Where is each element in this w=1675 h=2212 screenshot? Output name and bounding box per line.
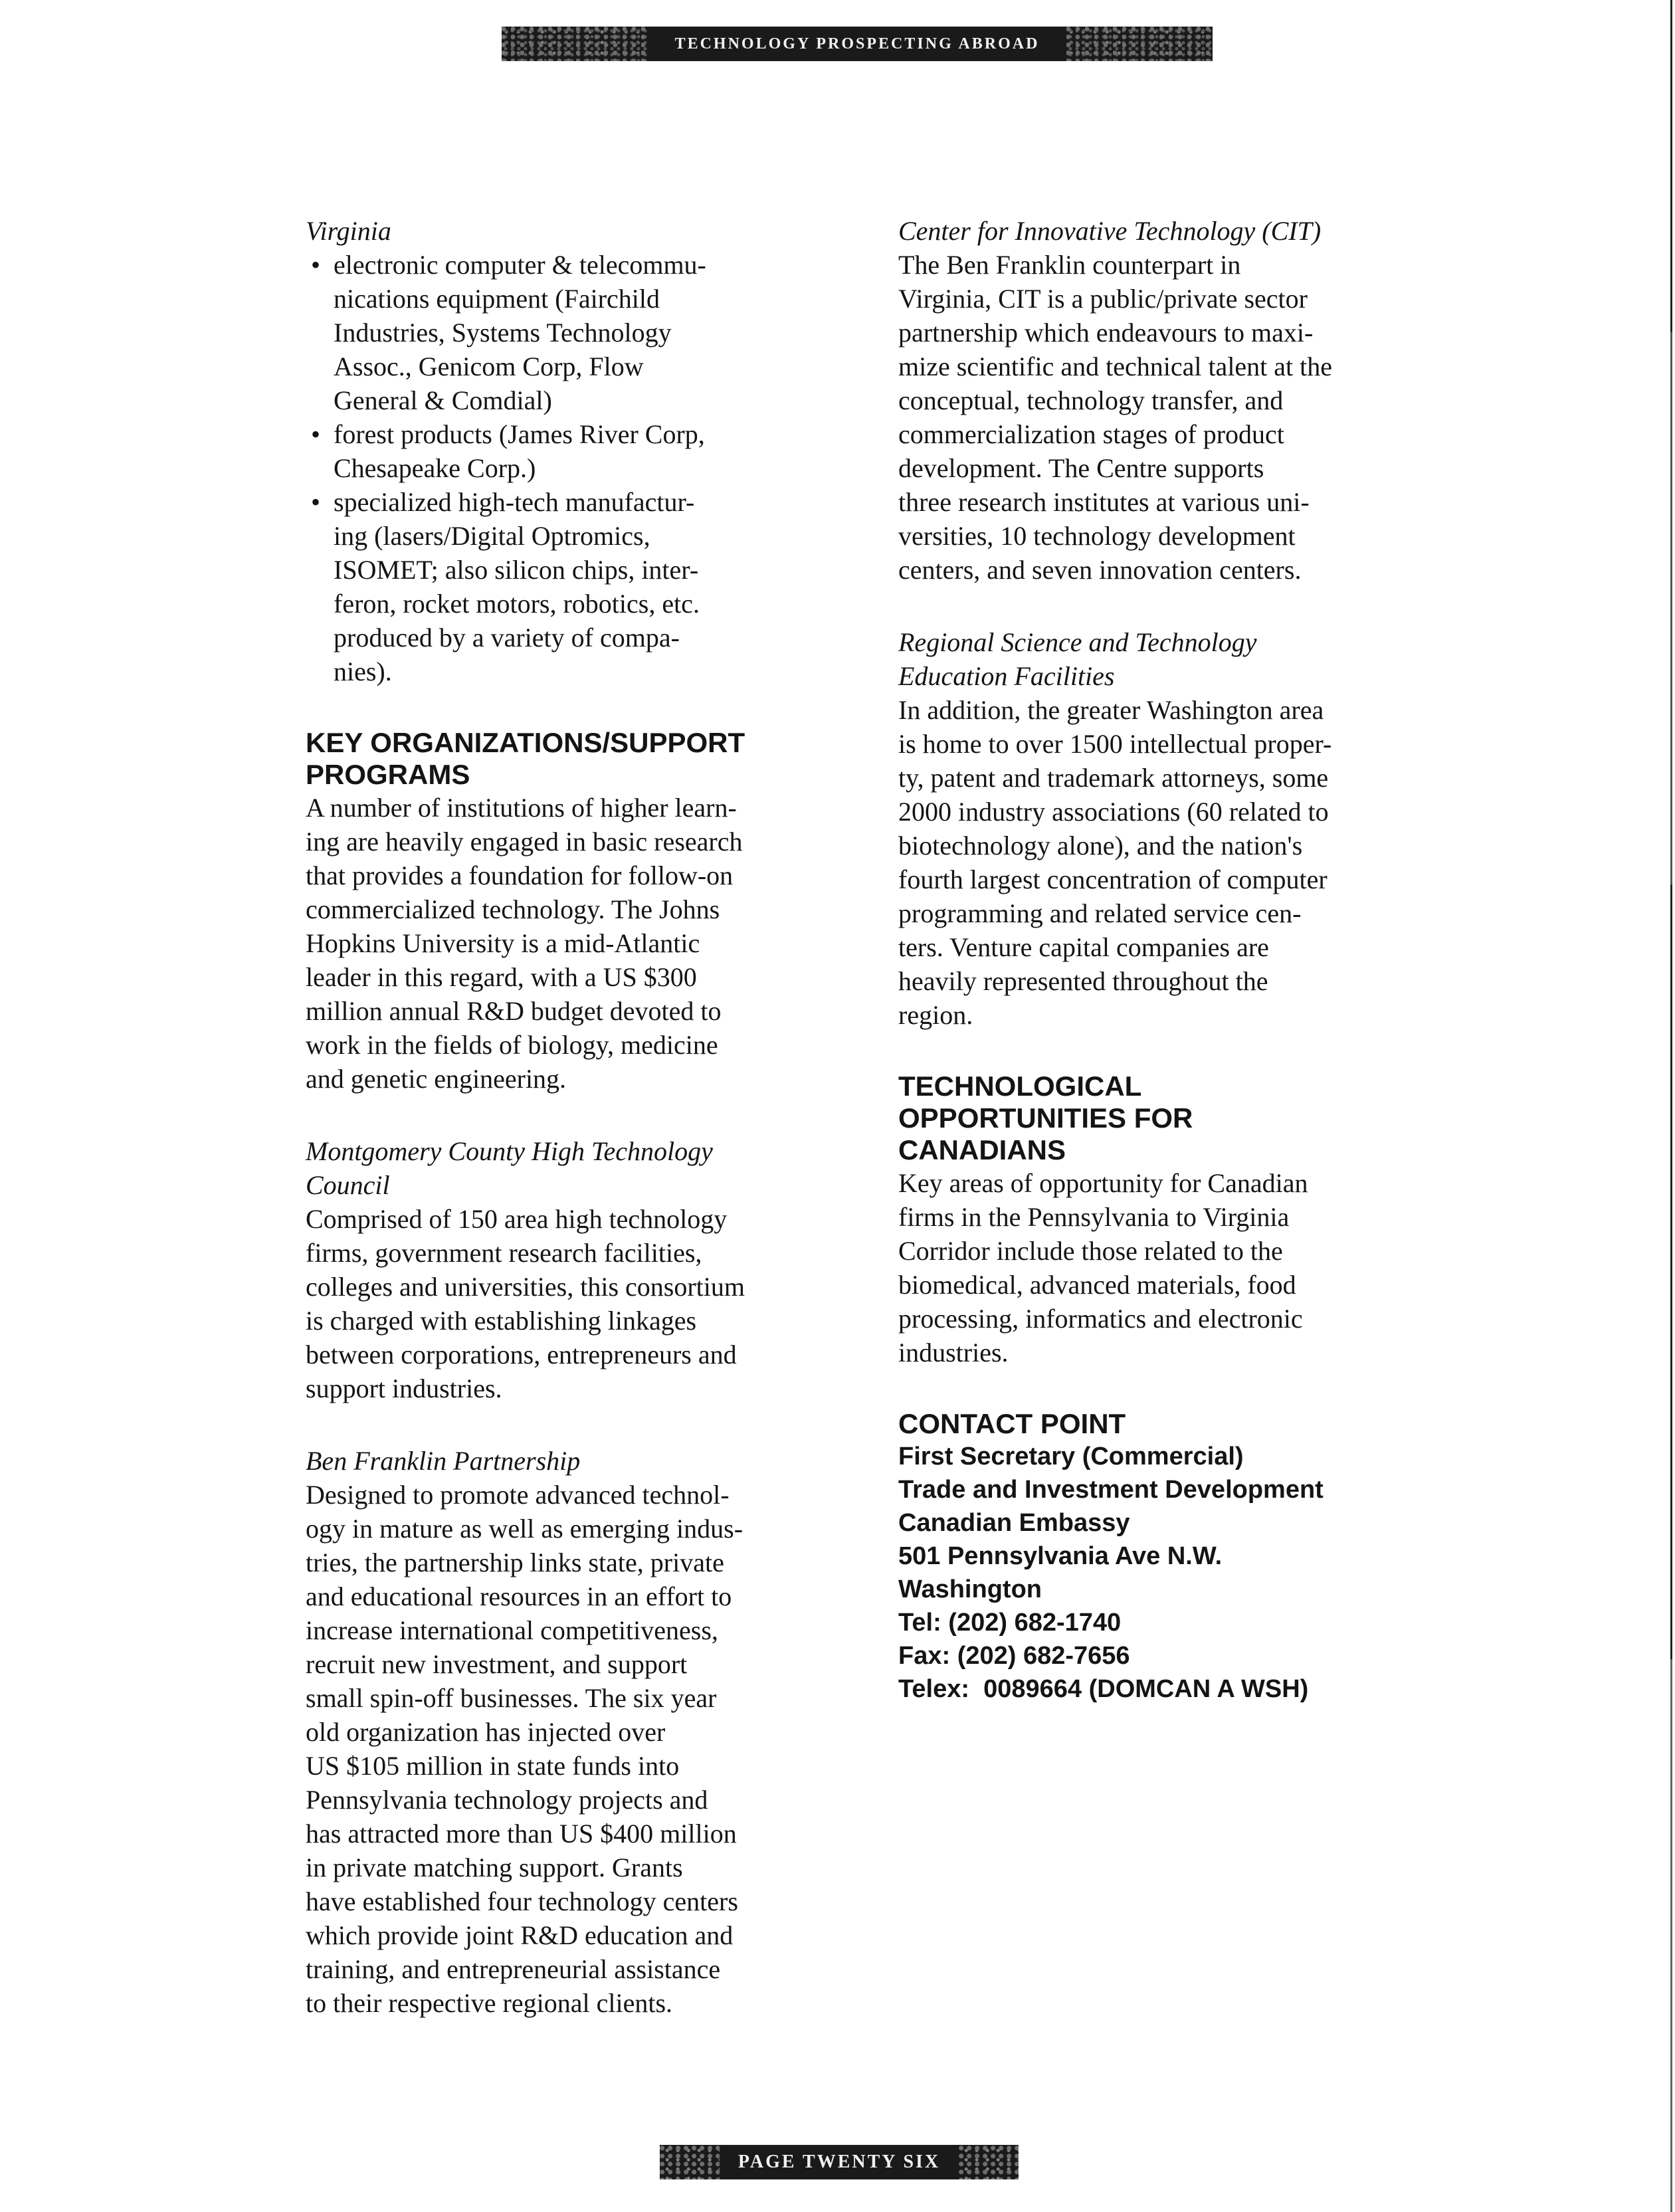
contact-fax: Fax: (202) 682-7656 — [898, 1642, 1130, 1670]
list-item — [306, 417, 824, 485]
page-number: PAGE TWENTY SIX — [738, 2152, 941, 2172]
right-column — [898, 214, 1430, 1706]
running-header — [502, 27, 1213, 61]
regional-heading: Regional Science and Technology Education Facilities — [898, 627, 1257, 691]
key-organizations-heading: KEY ORGANIZATIONS/SUPPORT PROGRAMS — [306, 727, 745, 790]
left-column — [306, 214, 824, 2020]
bullet-icon: • — [311, 419, 321, 449]
contact-block — [898, 1440, 1430, 1706]
virginia-heading: Virginia — [306, 216, 391, 246]
cit-text: The Ben Franklin counterpart in Virginia, CIT is a public/private sector partnership which endeavours to maxi- mize scientific and technical talent at the conceptual, technology transfer, and commercialization stages of product development. The Centre supports three research institutes at various uni- versities, 10 technology development centers, and seven innovation centers. — [898, 250, 1333, 585]
ben-franklin-heading: Ben Franklin Partnership — [306, 1446, 581, 1476]
regional-text: In addition, the greater Washington area is home to over 1500 intellectual proper- ty, patent and trademark attorneys, some 2000 industry associations (60 related to biotechnology alone), and the nation's fourth largest concentration of computer programming and related service cen- ters. Venture capital companies are heavily represented throughout the region. — [898, 695, 1332, 1030]
bullet-icon: • — [311, 487, 321, 517]
bullet-icon: • — [311, 250, 321, 280]
list-item — [306, 485, 824, 688]
bullet-text: specialized high-tech manufactur- ing (lasers/Digital Optromics, ISOMET; also silicon chips, inter- feron, rocket motors, robotics, etc. produced by a variety of compa- nies). — [334, 487, 700, 686]
contact-city: Washington — [898, 1575, 1042, 1603]
ben-franklin-text: Designed to promote advanced technol- ogy in mature as well as emerging indus- tries, the partnership links state, private and educational resources in an effort to increase international competitiveness, recruit new investment, and support small spin-off businesses. The six year old organization has injected over US $105 million in state funds into Pennsylvania technology projects and has attracted more than US $400 million in private matching support. Grants have established four technology centers which provide joint R&D education and training, and entrepreneurial assistance to their respective regional clients. — [306, 1480, 743, 2018]
page-edge-line — [1670, 0, 1672, 2212]
montgomery-text: Comprised of 150 area high technology firms, government research facilities, colleges and universities, this consortium is charged with establishing linkages between corporations, entrepreneurs and support industries. — [306, 1204, 745, 1403]
cit-heading: Center for Innovative Technology (CIT) — [898, 216, 1322, 246]
contact-department: Trade and Investment Development — [898, 1476, 1324, 1504]
opportunities-heading: TECHNOLOGICAL OPPORTUNITIES FOR CANADIANS — [898, 1070, 1193, 1165]
list-item — [306, 248, 824, 417]
opportunities-text: Key areas of opportunity for Canadian firms in the Pennsylvania to Virginia Corridor include those related to the biomedical, advanced materials, food processing, informatics and electronic industries. — [898, 1168, 1308, 1367]
contact-title: First Secretary (Commercial) — [898, 1443, 1244, 1470]
contact-street: 501 Pennsylvania Ave N.W. — [898, 1542, 1223, 1570]
contact-telephone: Tel: (202) 682-1740 — [898, 1609, 1122, 1637]
contact-heading: CONTACT POINT — [898, 1408, 1126, 1439]
bullet-text: forest products (James River Corp, Chesapeake Corp.) — [334, 419, 705, 483]
contact-telex: Telex: 0089664 (DOMCAN A WSH) — [898, 1675, 1309, 1703]
running-header-title: TECHNOLOGY PROSPECTING ABROAD — [674, 35, 1040, 52]
virginia-bullet-list — [306, 248, 824, 688]
key-organizations-text: A number of institutions of higher learn- ing are heavily engaged in basic research that provides a foundation for follow-on commercialized technology. The Johns Hopkins University is a mid-Atlantic leader in this regard, with a US $300 million annual R&D budget devoted to work in the fields of biology, medicine and genetic engineering. — [306, 793, 743, 1094]
montgomery-heading: Montgomery County High Technology Council — [306, 1136, 713, 1200]
footer-texture-left — [660, 2145, 720, 2179]
contact-organization: Canadian Embassy — [898, 1509, 1130, 1537]
bullet-text: electronic computer & telecommu- nications equipment (Fairchild Industries, Systems Technology Assoc., Genicom Corp, Flow General & Comdial) — [334, 250, 706, 415]
footer-texture-right — [959, 2145, 1019, 2179]
page-footer — [660, 2145, 1019, 2179]
header-texture-left — [502, 27, 648, 61]
header-texture-right — [1066, 27, 1213, 61]
